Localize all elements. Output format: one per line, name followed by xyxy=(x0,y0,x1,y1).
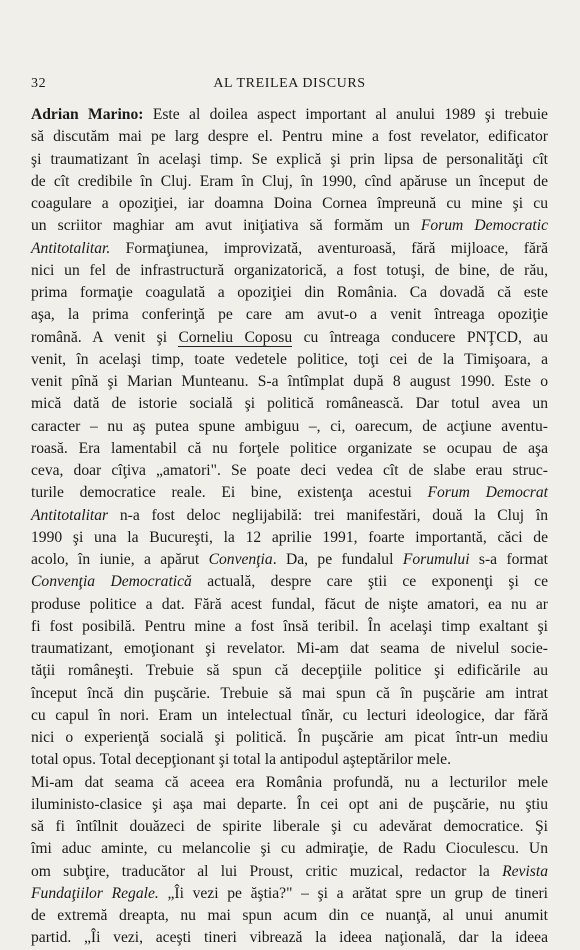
text-line: tăţii româneşti. Trebuie să spun că decepţiile politice şi edificările au xyxy=(31,662,548,680)
text-line: cu capul în nori. Eram un intelectual tînăr, cu lecturi ideologice, dar fără xyxy=(31,706,548,724)
underlined-name: Corneliu Coposu xyxy=(178,328,293,346)
running-head xyxy=(31,76,548,96)
text-line: 1990 şi una la Bucureşti, la 12 aprilie 1991, foarte importantă, căci de xyxy=(31,528,548,546)
text-line: produse politice a dat. Fără acest fundal, făcut de nişte amatori, ea nu ar xyxy=(31,595,548,613)
speaker-name: Adrian Marino: xyxy=(31,106,144,123)
text-line: acolo, în iunie, a apărut Convenţia. Da, pe fundalul Forumului s-a format xyxy=(31,551,549,568)
text-line: îmi aduc aminte, cu melancolie şi cu admiraţie, de Radu Cioculescu. Un xyxy=(31,840,548,858)
body-text xyxy=(31,104,548,950)
text-line: de cît credibile în Cluj. Eram în Cluj, în 1990, cînd apăruse un început de xyxy=(31,172,548,190)
text-line: mică dată de istorie socială şi politică românească. Dar totul avea un xyxy=(31,395,548,413)
text-line: ceva, doar cîţiva „amatori". Se poate deci vedea cît de slabe erau struc- xyxy=(31,462,548,479)
book-title: AL TREILEA DISCURS xyxy=(213,76,366,91)
text-line: şi traumatizant în acelaşi timp. Se explică şi prin lipsa de personalităţi cît xyxy=(31,150,548,168)
text-line: iluministo-clasice şi aşa mai departe. În cei opt ani de puşcărie, nu ştiu xyxy=(31,795,548,813)
text-line: roasă. Era lamentabil că nu forţele politice organizate se ocupau de aşa xyxy=(31,439,548,457)
text-line: venit pînă şi Marian Munteanu. S-a întîmplat după 8 august 1990. Este o xyxy=(31,373,548,390)
text-line: un scriitor maghiar am avut iniţiativa să formăm un Forum Democratic xyxy=(31,217,549,235)
text-line: nici un fel de infrastructură organizatorică, a fost totuşi, de bine, de rău, xyxy=(31,261,548,279)
text-line: om subţire, traducător al lui Proust, critic muzical, redactor la Revista xyxy=(31,862,548,880)
text-line: Mi-am dat seama că aceea era România profundă, nu a lecturilor mele xyxy=(31,773,548,791)
text-line: Convenţia Democratică actuală, despre care ştii ce exponenţi şi ce xyxy=(31,573,549,591)
text-line: început încă din puşcărie. Trebuie să mai spun că în puşcărie am intrat xyxy=(31,684,548,702)
text-line: venit, în acelaşi timp, toate vedetele politice, toţi cei de la Timişoara, a xyxy=(31,350,548,368)
text-line: română. A venit şi Corneliu Coposu cu întreaga conducere PNŢCD, au xyxy=(31,328,548,346)
text-line: nici o experienţă socială şi politică. În puşcărie am picat într-un mediu xyxy=(31,729,548,746)
text-line: caracter – nu aş putea spune ambiguu –, ci, oarecum, de acţiune aventu- xyxy=(31,417,548,435)
text-line: Fundaţiilor Regale. „Îi vezi pe ăştia?" – şi a arătat spre un grup de tineri xyxy=(31,884,549,902)
text-line: de extremă dreapta, nu mai spun acum din ce nuanţă, al unui anumit xyxy=(31,907,548,924)
text-line: partid. „Îi vezi, aceşti tineri vibrează la ideea naţională, dar la ideea xyxy=(31,929,548,947)
text-line: prima formaţie coagulată a opoziţiei din România. Ca dovadă că este xyxy=(31,284,548,301)
text-line: să fi întîlnit douăzeci de spirite liberale şi cu adevărat democratice. Şi xyxy=(31,818,548,835)
text-line: turile democratice reale. Ei bine, existenţa acestui Forum Democrat xyxy=(31,484,548,502)
text-line: total opus. Total decepţionant şi total la antipodul aşteptărilor mele. xyxy=(31,751,451,769)
page-number: 32 xyxy=(31,76,47,91)
text-line: fi fost posibilă. Pentru mine a fost însă teribil. În acelaşi timp exaltant şi xyxy=(31,617,548,635)
text-line: traumatizant, emoţionant şi revelator. Mi-am dat seama de nivelul socie- xyxy=(31,640,548,657)
text-line: Antitotalitar. Formaţiunea, improvizată, aventuroasă, fără mijloace, fără xyxy=(31,239,548,257)
text-line: Adrian Marino: Este al doilea aspect important al anului 1989 şi trebuie xyxy=(31,106,548,123)
text-line: coagulare a opoziţiei, iar doamna Doina Cornea împreună cu mine şi cu xyxy=(31,195,548,212)
text-line: Antitotalitar n-a fost deloc neglijabilă: trei manifestări, două la Cluj în xyxy=(31,506,548,524)
text-line: aşa, la prima conferinţă pe care am avut-o a venit întreaga opoziţie xyxy=(31,306,548,324)
text-line: să discutăm mai pe larg despre el. Pentru mine a fost revelator, edificator xyxy=(31,128,548,146)
